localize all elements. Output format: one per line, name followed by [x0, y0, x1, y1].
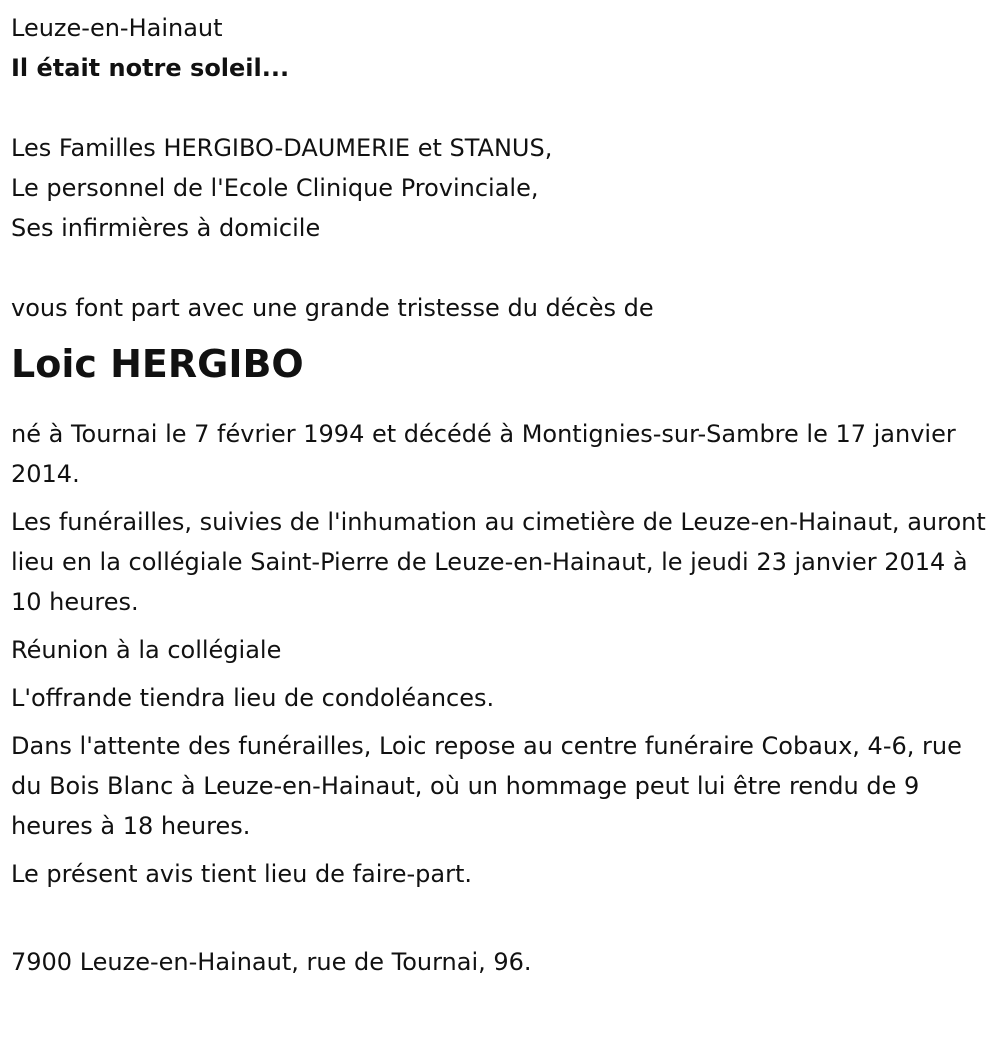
meeting-paragraph: Réunion à la collégiale [11, 636, 282, 664]
notice-paragraph: Le présent avis tient lieu de faire-part. [11, 860, 473, 888]
family-line: Le personnel de l'Ecole Clinique Provinciale, [11, 174, 539, 202]
announcement: vous font part avec une grande tristesse du décès de [11, 294, 654, 322]
motto: Il était notre soleil... [11, 54, 290, 82]
spacer [11, 88, 989, 128]
family-line: Ses infirmières à domicile [11, 214, 321, 242]
repose-paragraph: Dans l'attente des funérailles, Loic repose au centre funéraire Cobaux, 4-6, rue du Bois Blanc à Leuze-en-Hainaut, où un hommage peut lui être rendu de 9 heures à 18 heures. [11, 732, 962, 840]
birth-death-paragraph: né à Tournai le 7 février 1994 et décédé à Montignies-sur-Sambre le 17 janvier 2014. [11, 420, 956, 488]
offering-paragraph: L'offrande tiendra lieu de condoléances. [11, 684, 495, 712]
spacer [11, 902, 989, 942]
family-line: Les Familles HERGIBO-DAUMERIE et STANUS, [11, 134, 553, 162]
deceased-name: Loic HERGIBO [11, 342, 304, 386]
spacer [11, 248, 989, 288]
location-header: Leuze-en-Hainaut [11, 14, 223, 42]
address: 7900 Leuze-en-Hainaut, rue de Tournai, 96. [11, 948, 532, 976]
funeral-paragraph: Les funérailles, suivies de l'inhumation au cimetière de Leuze-en-Hainaut, auront lieu en la collégiale Saint-Pierre de Leuze-en-Hainaut, le jeudi 23 janvier 2014 à 10 heures. [11, 508, 986, 616]
